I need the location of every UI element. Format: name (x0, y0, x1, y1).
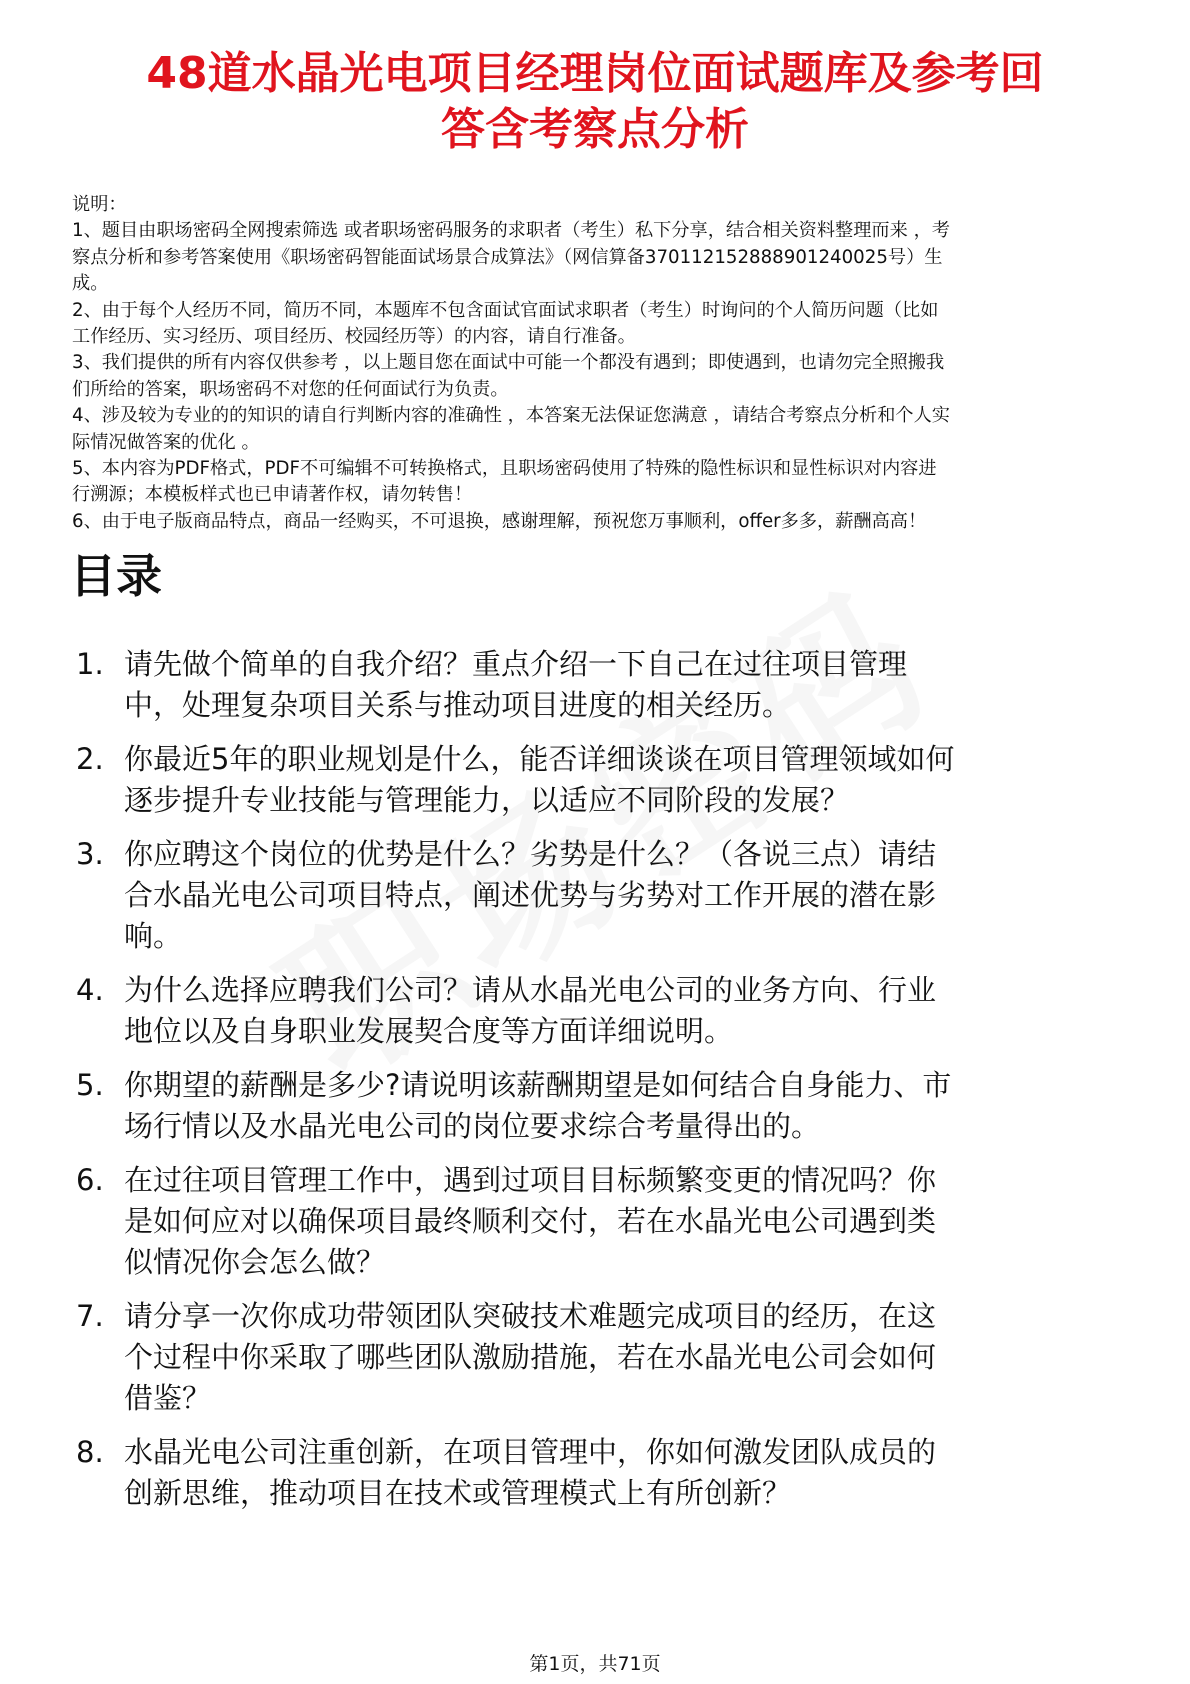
toc-heading: 目录 (70, 549, 162, 603)
toc-item[interactable] (76, 739, 1066, 821)
title-line-1: 48道水晶光电项目经理岗位面试题库及参考回 (146, 48, 1044, 99)
notes-line: 2、由于每个人经历不同，简历不同，本题库不包含面试官面试求职者（考生）时询问的个人简历问题（比如 (72, 299, 939, 321)
notes-heading: 说明： (72, 194, 127, 215)
toc-item-line: 水晶光电公司注重创新，在项目管理中，你如何激发团队成员的 (124, 1435, 937, 1469)
toc-item[interactable] (76, 1160, 1066, 1283)
toc-item-line: 响。 (124, 919, 183, 953)
toc-item-line: 为什么选择应聘我们公司？请从水晶光电公司的业务方向、行业 (124, 973, 937, 1007)
notes-line: 们所给的答案，职场密码不对您的任何面试行为负责。 (72, 378, 509, 400)
page-footer: 第1页，共71页 (529, 1653, 661, 1675)
toc-item-line: 逐步提升专业技能与管理能力，以适应不同阶段的发展？ (124, 783, 850, 817)
toc-item-number: 3. (76, 837, 104, 871)
notes-line: 行溯源；本模板样式也已申请著作权，请勿转售！ (72, 484, 473, 506)
toc-item-number: 2. (76, 742, 104, 776)
toc-item-line: 你最近5年的职业规划是什么，能否详细谈谈在项目管理领域如何 (124, 742, 955, 776)
toc-item-line: 地位以及自身职业发展契合度等方面详细说明。 (124, 1014, 734, 1048)
toc-item-line: 合水晶光电公司项目特点，阐述优势与劣势对工作开展的潜在影 (124, 878, 937, 912)
title-line-2: 答含考察点分析 (441, 104, 749, 155)
notes-line: 4、涉及较为专业的的知识的请自行判断内容的准确性 ，本答案无法保证您满意 ，请结合考察点分析和个人实 (72, 405, 950, 427)
toc-item-line: 你期望的薪酬是多少?请说明该薪酬期望是如何结合自身能力、市 (124, 1068, 952, 1102)
toc-item-number: 1. (76, 647, 104, 681)
notes-section (72, 192, 1122, 535)
toc-item[interactable] (76, 1432, 1066, 1514)
toc-item-line: 场行情以及水晶光电公司的岗位要求综合考量得出的。 (124, 1109, 821, 1143)
toc-item[interactable] (76, 644, 1066, 726)
toc-item-line: 借鉴？ (124, 1381, 212, 1415)
toc-item-line: 是如何应对以确保项目最终顺利交付，若在水晶光电公司遇到类 (124, 1204, 937, 1238)
notes-line: 成。 (72, 273, 109, 295)
toc-item-line: 创新思维，推动项目在技术或管理模式上有所创新？ (124, 1476, 792, 1510)
toc-item-line: 个过程中你采取了哪些团队激励措施，若在水晶光电公司会如何 (124, 1340, 937, 1374)
toc-item[interactable] (76, 970, 1066, 1052)
toc-item-number: 6. (76, 1163, 104, 1197)
toc-item-number: 8. (76, 1435, 104, 1469)
toc-item-number: 5. (76, 1068, 104, 1102)
toc-item-line: 请分享一次你成功带领团队突破技术难题完成项目的经历，在这 (124, 1299, 937, 1333)
toc-item-line: 在过往项目管理工作中，遇到过项目目标频繁变更的情况吗？你 (124, 1163, 937, 1197)
notes-line: 6、由于电子版商品特点，商品一经购买，不可退换，感谢理解，预祝您万事顺利，offer多多，薪酬高高！ (72, 510, 927, 532)
notes-line: 1、题目由职场密码全网搜索筛选 或者职场密码服务的求职者（考生）私下分享，结合相关资料整理而来 ，考 (72, 220, 950, 242)
notes-line: 察点分析和参考答案使用《职场密码智能面试场景合成算法》（网信算备370112152888901240025号）生 (72, 246, 943, 268)
notes-line: 工作经历、实习经历、项目经历、校园经历等）的内容，请自行准备。 (72, 326, 636, 348)
notes-line: 际情况做答案的优化 。 (72, 431, 260, 453)
document-title (60, 46, 1130, 158)
toc-item[interactable] (76, 1296, 1066, 1419)
toc-item-number: 7. (76, 1299, 104, 1333)
toc-item-line: 似情况你会怎么做？ (124, 1245, 386, 1279)
notes-line: 5、本内容为PDF格式，PDF不可编辑不可转换格式，且职场密码使用了特殊的隐性标识和显性标识对内容进 (72, 458, 937, 480)
notes-line: 3、我们提供的所有内容仅供参考 ，以上题目您在面试中可能一个都没有遇到；即使遇到，也请勿完全照搬我 (72, 352, 945, 374)
toc-list (76, 644, 1066, 1527)
toc-item-line: 请先做个简单的自我介绍？重点介绍一下自己在过往项目管理 (124, 647, 908, 681)
toc-item[interactable] (76, 834, 1066, 957)
toc-item-line: 中，处理复杂项目关系与推动项目进度的相关经历。 (124, 688, 792, 722)
toc-item-number: 4. (76, 973, 104, 1007)
toc-item[interactable] (76, 1065, 1066, 1147)
toc-item-line: 你应聘这个岗位的优势是什么？劣势是什么？（各说三点）请结 (124, 837, 937, 871)
